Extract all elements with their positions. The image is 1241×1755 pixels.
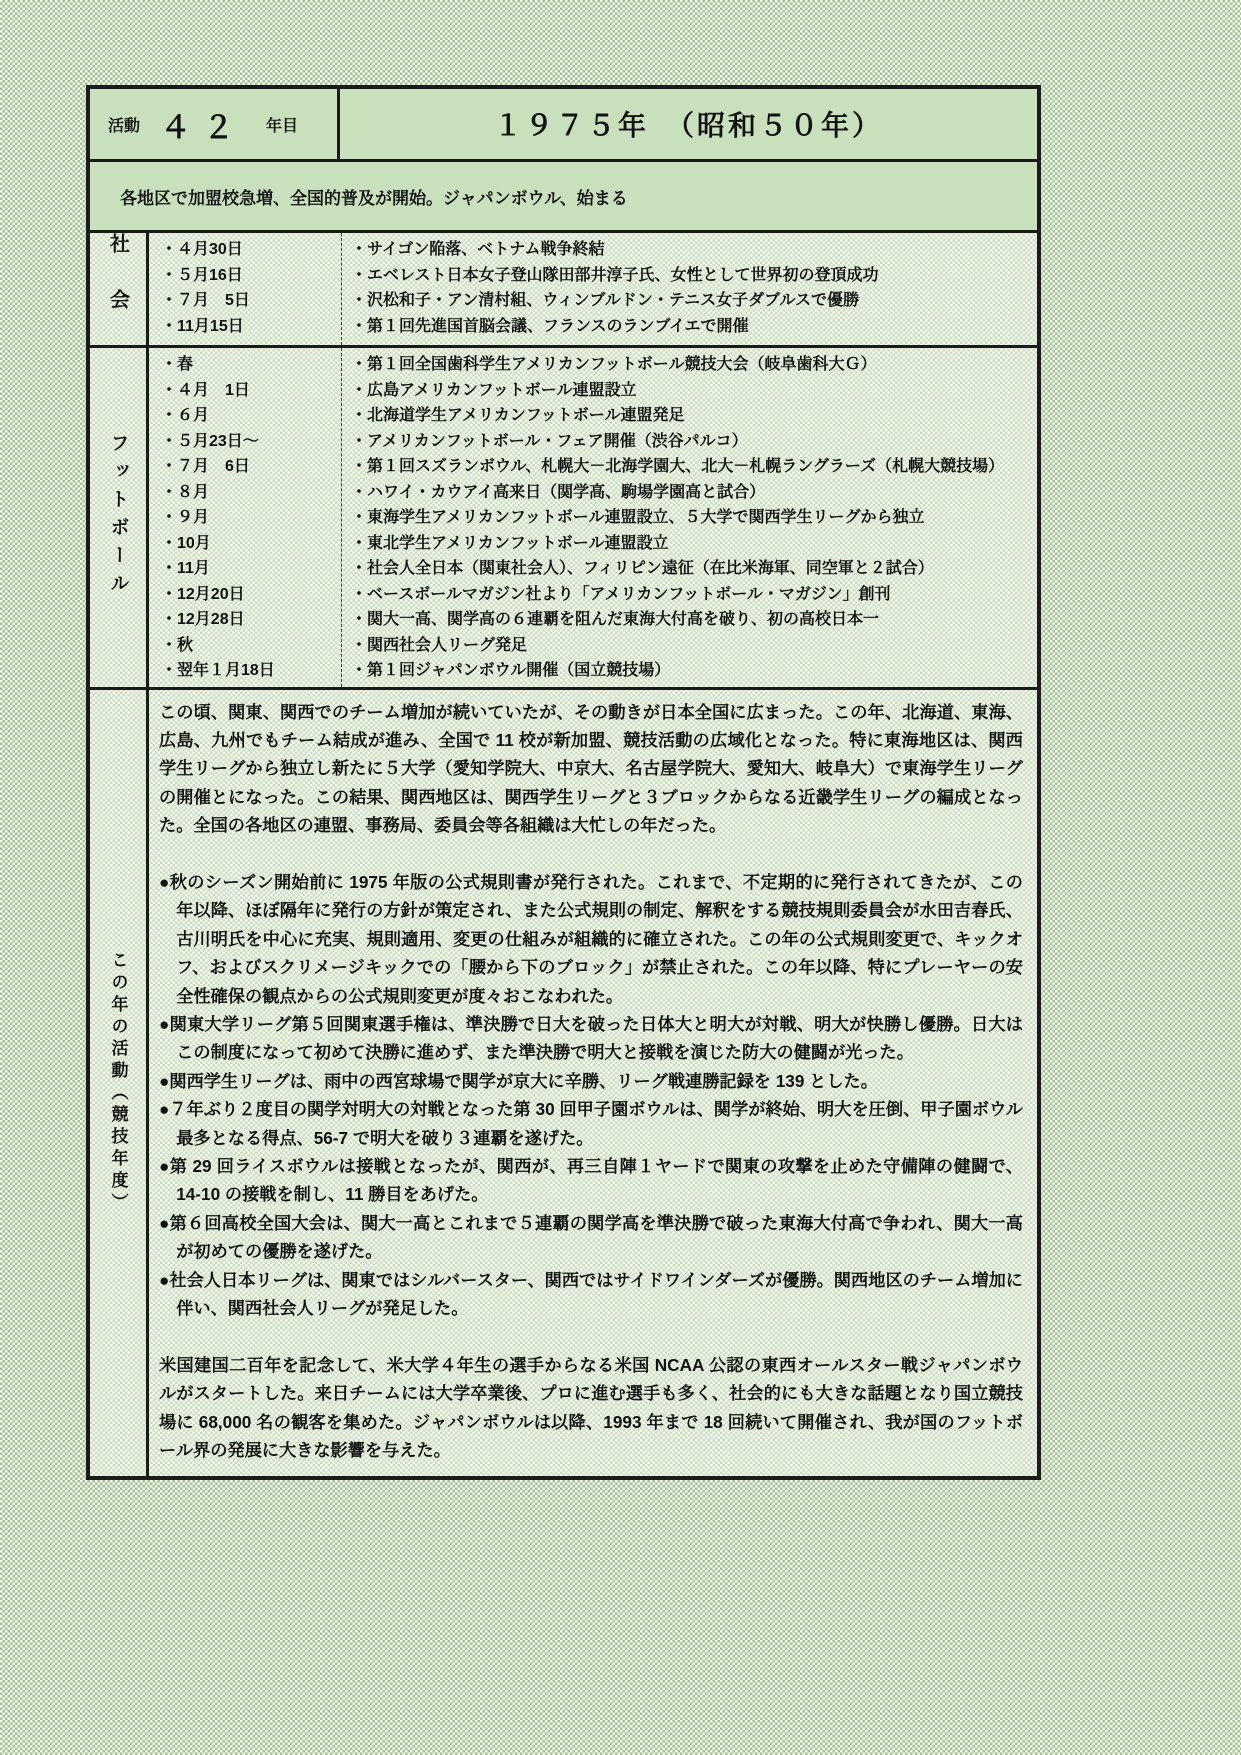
- table-row: [149, 658, 1037, 684]
- date-cell: ・11月15日: [161, 317, 244, 335]
- bullet-text: 関東大学リーグ第５回関東選手権は、準決勝で日大を破った日体大と明大が対戦、明大が快勝し優勝。日大はこの制度になって初めて決勝に進めず、また準決勝で明大と接戦を演じた防大の健闘が光った。: [169, 1013, 1023, 1063]
- football-rows: [149, 348, 1037, 687]
- bullet-icon: ●: [159, 1212, 170, 1233]
- activity-section: [90, 690, 1037, 1477]
- bullet-icon: ●: [159, 871, 170, 892]
- event-cell: ・第１回先進国首脳会議、フランスのランブイエで開催: [351, 317, 749, 335]
- activity-bullet: [159, 1209, 1023, 1266]
- event-cell: ・沢松和子・アン清村組、ウィンブルドン・テニス女子ダブルスで優勝: [351, 292, 860, 309]
- event-cell: ・関西社会人リーグ発足: [351, 636, 528, 654]
- event-cell: ・東海学生アメリカンフットボール連盟設立、５大学で関西学生リーグから独立: [351, 509, 925, 526]
- activity-content: [149, 690, 1037, 1477]
- event-cell: ・サイゴン陥落、ベトナム戦争終結: [351, 241, 605, 258]
- bullet-icon: ●: [159, 1013, 170, 1034]
- paragraph-spacer: [159, 840, 1023, 868]
- date-cell: ・11月: [161, 560, 210, 577]
- table-row: [149, 403, 1037, 429]
- table-row: [149, 480, 1037, 506]
- activity-bullet: [159, 1010, 1023, 1067]
- date-cell: ・７月 6日: [161, 458, 250, 475]
- event-cell: ・第１回全国歯科学生アメリカンフットボール競技大会（岐阜歯科大Ｇ）: [351, 356, 877, 373]
- event-cell: ・第１回スズランボウル、札幌大－北海学園大、北大－札幌ラングラーズ（札幌大競技場）: [351, 458, 1005, 475]
- event-cell: ・アメリカンフットボール・フェア開催（渋谷パルコ）: [351, 432, 748, 450]
- bullet-text: 第６回高校全国大会は、関大一高とこれまで５連覇の関学高を準決勝で破った東海大付高で争われ、関大一高が初めての優勝を遂げた。: [169, 1212, 1023, 1262]
- date-cell: ・12月20日: [161, 585, 245, 603]
- society-label-cell: [90, 233, 149, 345]
- society-label: 社会: [106, 233, 129, 345]
- date-cell: ・秋: [161, 636, 194, 654]
- football-label: フットボール: [107, 433, 129, 602]
- table-row: [149, 378, 1037, 404]
- society-rows: [149, 233, 1037, 345]
- event-cell: ・関大一高、関学高の６連覇を阻んだ東海大付高を破り、初の高校日本一: [351, 611, 880, 628]
- table-row: [149, 607, 1037, 633]
- table-row: [149, 314, 1037, 340]
- bullet-icon: ●: [159, 1070, 170, 1091]
- activity-closing: 米国建国二百年を記念して、米大学４年生の選手からなる米国 NCAA 公認の東西オールスター戦ジャパンボウルがスタートした。来日チームには大学卒業後、プロに進む選手も多く、社会的にも大きな話題となり国立競技場に 68,000 名の観客を集めた。ジャパンボウルは以降、1993 年まで 18 回続いて開催され、我が国のフットボール界の発展に大きな影響を与えた。: [159, 1354, 1023, 1461]
- table-row: [149, 505, 1037, 531]
- activity-prefix-label: 活動: [108, 117, 141, 135]
- football-label-cell: [90, 348, 149, 687]
- paragraph-spacer: [159, 1322, 1023, 1350]
- year-title: １９７５年 （昭和５０年）: [493, 110, 883, 141]
- table-row: [149, 352, 1037, 378]
- table-row: [149, 288, 1037, 314]
- activity-label: この年の活動（競技年度）: [108, 950, 128, 1215]
- year-summary: 各地区で加盟校急増、全国的普及が開始。ジャパンボウル、始まる: [90, 162, 1037, 233]
- header-row: [90, 89, 1037, 162]
- event-cell: ・広島アメリカンフットボール連盟設立: [351, 381, 637, 399]
- event-cell: ・エベレスト日本女子登山隊田部井淳子氏、女性として世界初の登頂成功: [351, 266, 879, 284]
- table-row: [149, 633, 1037, 659]
- event-cell: ・ベースボールマガジン社より「アメリカンフットボール・マガジン」創刊: [351, 585, 891, 603]
- event-cell: ・社会人全日本（関東社会人）、フィリピン遠征（在比米海軍、同空軍と２試合）: [351, 560, 934, 577]
- date-cell: ・４月30日: [161, 241, 243, 258]
- activity-bullet: [159, 868, 1023, 1010]
- table-row: [149, 429, 1037, 455]
- activity-bullet: [159, 1095, 1023, 1152]
- date-cell: ・５月23日～: [161, 432, 259, 450]
- date-cell: ・春: [161, 356, 194, 373]
- activity-bullet: [159, 1152, 1023, 1209]
- date-cell: ・７月 5日: [161, 292, 250, 309]
- date-cell: ・４月 1日: [161, 381, 250, 399]
- activity-number: ４２: [160, 109, 247, 145]
- bullet-icon: ●: [159, 1099, 170, 1120]
- event-cell: ・東北学生アメリカンフットボール連盟設立: [351, 534, 669, 552]
- date-cell: ・８月: [161, 483, 210, 501]
- table-row: [149, 263, 1037, 289]
- bullet-text: ７年ぶり２度目の関学対明大の対戦となった第 30 回甲子園ボウルは、関学が終始、明大を圧倒、甲子園ボウル最多となる得点、56-7 で明大を破り３連覇を遂げた。: [169, 1099, 1023, 1148]
- table-row: [149, 556, 1037, 582]
- activity-bullet: [159, 1067, 1023, 1095]
- activity-intro: この頃、関東、関西でのチーム増加が続いていたが、その動きが日本全国に広まった。この年、北海道、東海、広島、九州でもチーム結成が進み、全国で 11 校が新加盟、競技活動の広域化となった。特に東海地区は、関西学生リーグから独立し新たに５大学（愛知学院大、中京大、名古屋学院大、愛知大、岐阜大）で東海学生リーグの開催とになった。この結果、関西地区は、関西学生リーグと３ブロックからなる近畿学生リーグの編成となった。全国の各地区の連盟、事務局、委員会等各組織は大忙しの年だった。: [159, 701, 1023, 836]
- table-row: [149, 582, 1037, 608]
- bullet-text: 第 29 回ライスボウルは接戦となったが、関西が、再三自陣１ヤードで関東の攻撃を止めた守備陣の健闘で、14-10 の接戦を制し、11 勝目をあげた。: [169, 1155, 1023, 1205]
- bullet-text: 秋のシーズン開始前に 1975 年版の公式規則書が発行された。これまで、不定期的に発行されてきたが、この年以降、ほぼ隔年に発行の方針が策定され、また公式規則の制定、解釈をする競技規則委員会が水田吉春氏、古川明氏を中心に充実、規則適用、変更の仕組みが組織的に確立された。この年の公式規則変更で、キックオフ、およびスクリメージキックでの「腰から下のブロック」が禁止された。この年以降、特にプレーヤーの安全性確保の観点からの公式規則変更が度々おこなわれた。: [169, 871, 1023, 1006]
- date-cell: ・12月28日: [161, 611, 245, 628]
- date-cell: ・10月: [161, 534, 211, 552]
- date-cell: ・６月: [161, 407, 210, 424]
- activity-label-cell: [90, 690, 149, 1477]
- table-row: [149, 237, 1037, 263]
- event-cell: ・ハワイ・カウアイ高来日（関学高、駒場学園高と試合）: [351, 483, 766, 501]
- event-cell: ・第１回ジャパンボウル開催（国立競技場）: [351, 662, 671, 679]
- football-section: [90, 348, 1037, 690]
- bullet-text: 関西学生リーグは、雨中の西宮球場で関学が京大に辛勝、リーグ戦連勝記録を 139 とした。: [169, 1070, 878, 1091]
- bullet-text: 社会人日本リーグは、関東ではシルバースター、関西ではサイドワインダーズが優勝。関西地区のチーム増加に伴い、関西社会人リーグが発足した。: [169, 1269, 1023, 1319]
- table-row: [149, 454, 1037, 480]
- event-cell: ・北海道学生アメリカンフットボール連盟発足: [351, 407, 685, 424]
- year-record-table: [86, 85, 1041, 1480]
- bullet-icon: ●: [159, 1155, 170, 1176]
- activity-year-cell: [90, 89, 340, 159]
- table-row: [149, 531, 1037, 557]
- activity-bullet: [159, 1266, 1023, 1323]
- activity-suffix-label: 年目: [266, 117, 299, 135]
- date-cell: ・翌年１月18日: [161, 662, 275, 679]
- bullet-icon: ●: [159, 1269, 170, 1290]
- society-section: [90, 233, 1037, 348]
- date-cell: ・９月: [161, 509, 210, 526]
- date-cell: ・５月16日: [161, 266, 243, 284]
